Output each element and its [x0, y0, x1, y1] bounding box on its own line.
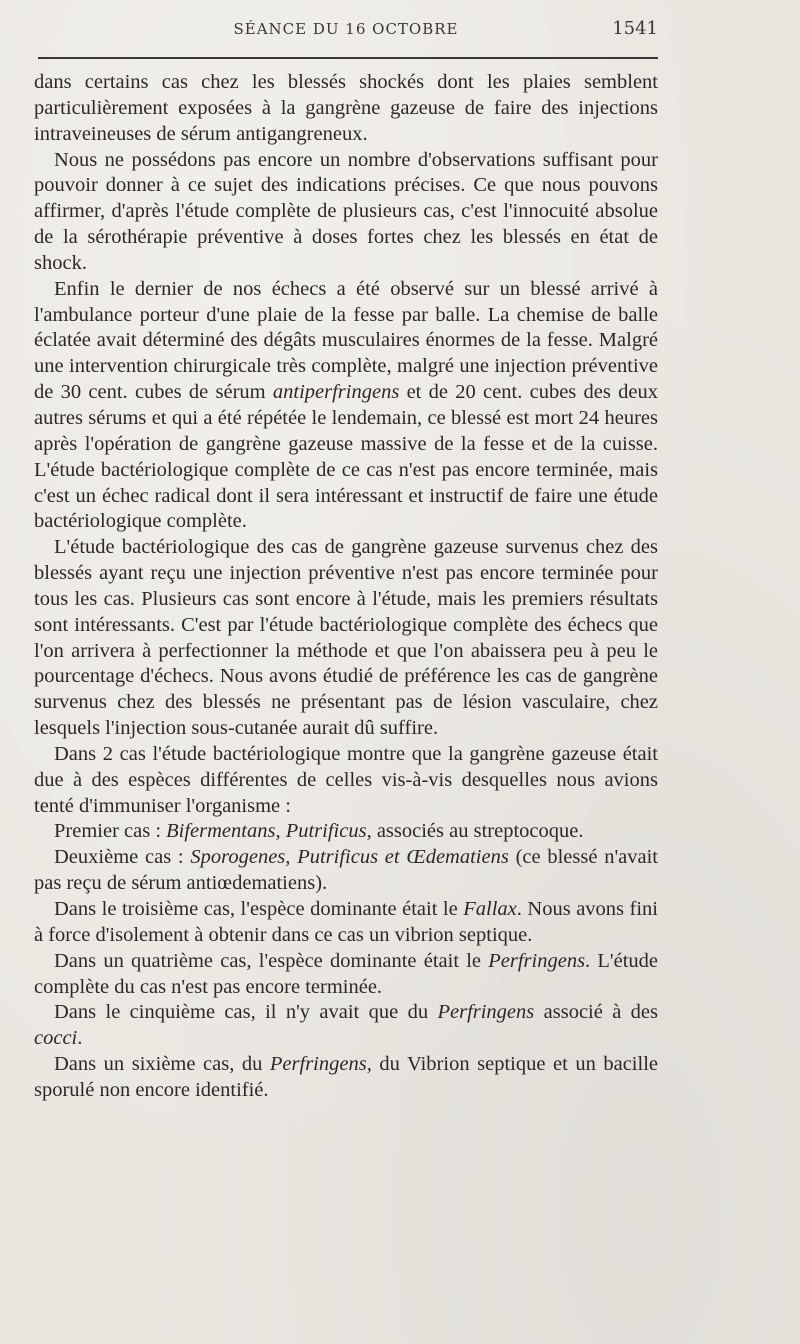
paragraph [34, 819, 658, 845]
paragraph [34, 742, 658, 820]
text-run: (ce blessé n'avait pas reçu de sérum antiœdematiens). [34, 846, 659, 895]
italic-text-run: Putrificus et Œdematiens [297, 846, 509, 869]
text-run: Enfin le dernier de nos échecs a été observé sur un blessé arrivé à l'ambulance porteur d'une plaie de la fesse par balle. La chemise de balle éclatée avait déterminé des dégâts musculaires énormes de la fesse. Malgré une intervention chirurgicale très complète, malgré une injection préventive de 30 cent. cubes de sérum [34, 277, 658, 404]
text-run: Dans le troisième cas, l'espèce dominante était le [54, 898, 464, 920]
text-run: Premier cas : [54, 820, 167, 843]
text-run: Nous ne possédons pas encore un nombre d'observations suffisant pour pouvoir donner à ce sujet des indications précises. Ce que nous pouvons affirmer, d'après l'étude complète de plusieurs cas, c'est l'innocuité absolue de la sérothérapie préventive à doses fortes chez les blessés en état de shock. [34, 148, 658, 274]
paragraph [34, 1000, 658, 1052]
italic-text-run: Perfringens [269, 1053, 367, 1076]
text-run: et de 20 cent. cubes des deux autres sérums et qui a été répétée le lendemain, ce blessé est mort 24 heures après l'opération de gangrène gazeuse massive de la fesse et de la cuisse. L'étude bactériologique complète de ce cas n'est pas encore terminée, mais c'est un échec radical dont il sera intéressant et instructif de faire une étude bactériologique complète. [34, 381, 658, 533]
paragraph [34, 845, 658, 897]
text-run: . Nous avons fini à force d'isolement à obtenir dans ce cas un vibrion septique. [34, 898, 659, 946]
text-run: Dans le cinquième cas, il n'y avait que du [54, 1001, 438, 1024]
page-number: 1541 [612, 18, 658, 39]
italic-text-run: Putrificus [285, 820, 367, 843]
text-run: dans certains cas chez les blessés shockés dont les plaies semblent particulièrement exposées à la gangrène gazeuse de faire des injections intraveineuses de sérum antigangreneux. [34, 71, 658, 145]
text-run: , [275, 820, 286, 843]
italic-text-run: Fallax [463, 898, 517, 920]
text-run: , associés au streptocoque. [366, 820, 584, 843]
italic-text-run: Perfringens [488, 949, 586, 972]
text-run: Dans un sixième cas, du [54, 1053, 270, 1076]
header-rule [38, 57, 658, 59]
paragraph [34, 70, 658, 148]
italic-text-run: Bifermentans [166, 820, 276, 843]
text-run: . [77, 1027, 83, 1050]
text-run: Dans 2 cas l'étude bactériologique montre que la gangrène gazeuse était due à des espèces différentes de celles vis-à-vis desquelles nous avions tenté d'immuniser l'organisme : [34, 742, 658, 817]
text-run: Deuxième cas : [54, 846, 191, 869]
text-run: Dans un quatrième cas, l'espèce dominante était le [54, 949, 489, 972]
text-run: associé à des [534, 1001, 658, 1024]
running-header [34, 18, 658, 44]
text-run: . L'étude complète du cas n'est pas encore terminée. [34, 949, 658, 998]
text-run: , [285, 846, 298, 869]
text-run: L'étude bactériologique des cas de gangrène gazeuse survenus chez des blessés ayant reçu une injection préventive n'est pas encore terminée pour tous les cas. Plusieurs cas sont encore à l'étude, mais les premiers résultats sont intéressants. C'est par l'étude bactériologique complète des échecs que l'on arrivera à perfectionner la méthode et que l'on abaissera peu à peu le pourcentage d'échecs. Nous avons étudié de préférence les cas de gangrène survenus chez des blessés ne présentant pas de lésion vasculaire, chez lesquels l'injection sous-cutanée aurait dû suffire. [34, 536, 658, 740]
paragraph [34, 949, 658, 1001]
text-run: , du Vibrion septique et un bacille sporulé non encore identifié. [34, 1053, 658, 1101]
italic-text-run: Perfringens [437, 1001, 535, 1024]
running-header-title: SÉANCE DU 16 OCTOBRE [233, 20, 459, 38]
paragraph [34, 535, 658, 742]
paragraph [34, 148, 658, 277]
italic-text-run: Sporogenes [190, 846, 286, 869]
paragraph [34, 277, 658, 535]
body-text [34, 70, 658, 1104]
paragraph [34, 897, 658, 949]
italic-text-run: cocci [34, 1027, 78, 1050]
italic-text-run: antiperfringens [272, 381, 400, 404]
paragraph [34, 1052, 658, 1104]
